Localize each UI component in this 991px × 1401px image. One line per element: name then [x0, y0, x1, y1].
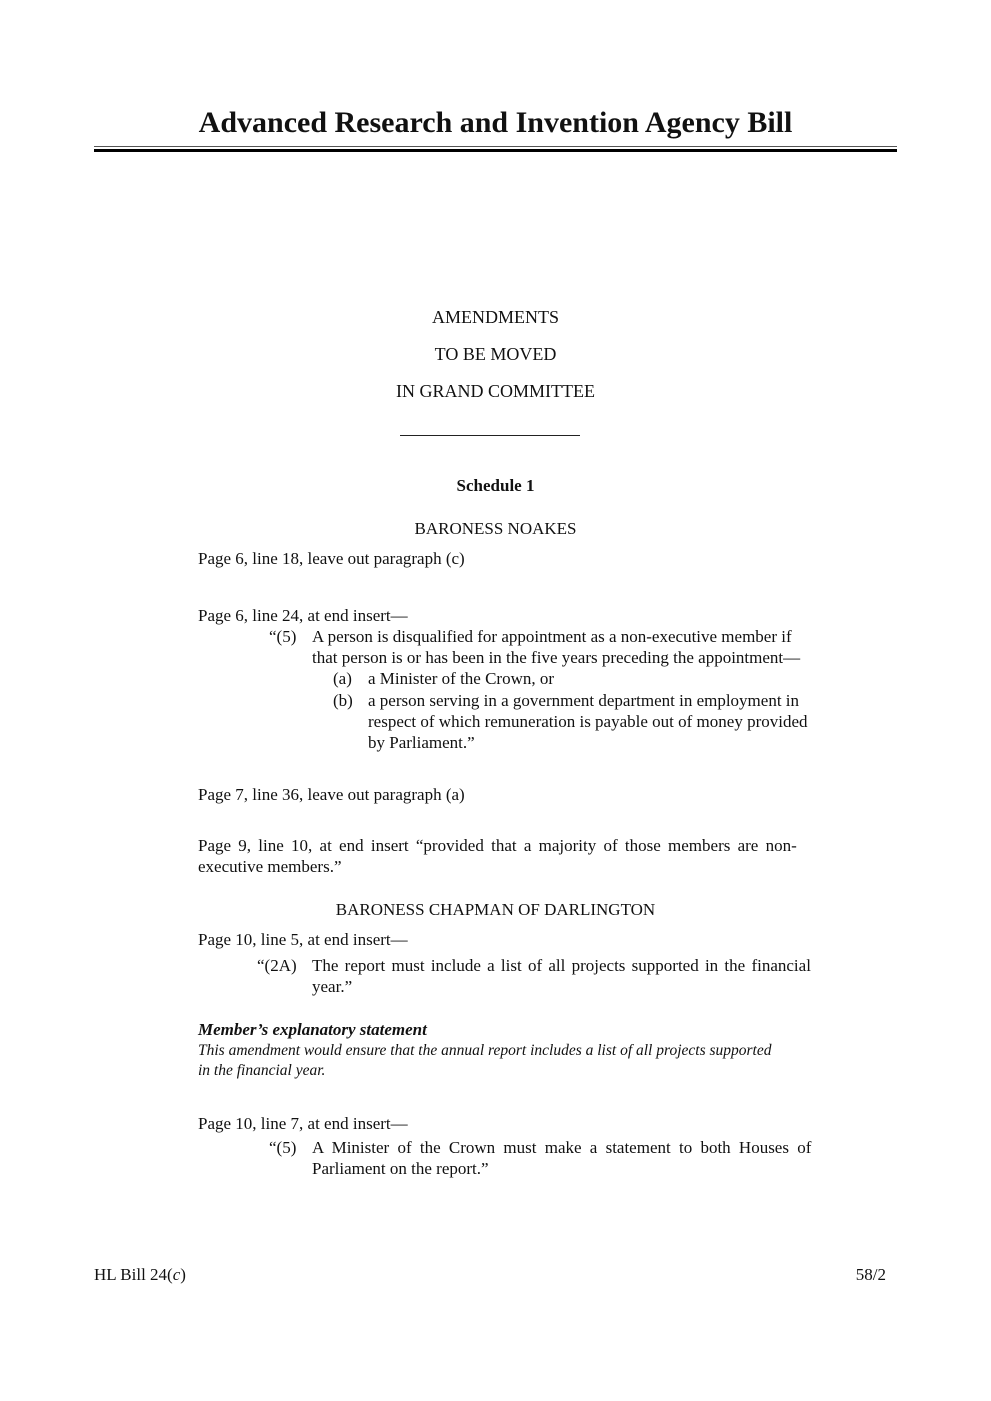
insert-number: “(2A)	[257, 956, 297, 975]
amendment-text: Page 10, line 5, at end insert—	[198, 930, 408, 949]
sub-item-text: respect of which remuneration is payable out of money provided	[368, 712, 808, 731]
title-rule-thick	[94, 149, 897, 152]
amendment-text: Page 6, line 18, leave out paragraph (c)	[198, 549, 465, 568]
sub-item-number: (a)	[333, 669, 352, 688]
sub-item-text: by Parliament.”	[368, 733, 475, 752]
sub-item-number: (b)	[333, 691, 353, 710]
insert-number: “(5)	[269, 627, 297, 646]
insert-text: year.”	[312, 977, 353, 996]
insert-text: The report must include a list of all projects supported in the financial	[312, 956, 811, 975]
sub-item-text: a Minister of the Crown, or	[368, 669, 555, 688]
document-title: Advanced Research and Invention Agency Bill	[198, 106, 793, 139]
amendment-text: Page 6, line 24, at end insert—	[198, 606, 408, 625]
schedule-heading: Schedule 1	[456, 476, 535, 495]
bill-ref-prefix: HL Bill 24(	[94, 1265, 173, 1284]
explanatory-text: in the financial year.	[198, 1062, 326, 1079]
insert-text: Parliament on the report.”	[312, 1159, 489, 1178]
insert-text: A Minister of the Crown must make a statement to both Houses of	[312, 1138, 812, 1157]
insert-number: “(5)	[269, 1138, 297, 1157]
explanatory-text: This amendment would ensure that the annual report includes a list of all projects supported	[198, 1042, 772, 1059]
heading-separator	[400, 435, 580, 436]
amendment-text: Page 10, line 7, at end insert—	[198, 1114, 408, 1133]
insert-text: A person is disqualified for appointment as a non-executive member if	[312, 627, 792, 646]
heading-line-2: TO BE MOVED	[434, 344, 557, 364]
sub-item-text: a person serving in a government department in employment in	[368, 691, 800, 710]
insert-text: that person is or has been in the five years preceding the appointment—	[312, 648, 801, 667]
bill-reference	[94, 1264, 186, 1285]
title-rule-thin	[94, 146, 897, 147]
bill-ref-italic: c	[172, 1265, 181, 1284]
amendment-text: Page 7, line 36, leave out paragraph (a)	[198, 785, 465, 804]
amendment-text: executive members.”	[198, 857, 342, 876]
heading-line-3: IN GRAND COMMITTEE	[396, 381, 595, 401]
explanatory-heading: Member’s explanatory statement	[198, 1020, 427, 1039]
member-name: BARONESS CHAPMAN OF DARLINGTON	[335, 900, 656, 919]
member-name: BARONESS NOAKES	[414, 519, 577, 538]
bill-ref-suffix: )	[180, 1265, 186, 1284]
heading-line-1: AMENDMENTS	[431, 307, 559, 327]
amendment-text: Page 9, line 10, at end insert “provided that a majority of those members are non-	[198, 836, 797, 855]
page-reference: 58/2	[855, 1265, 886, 1284]
